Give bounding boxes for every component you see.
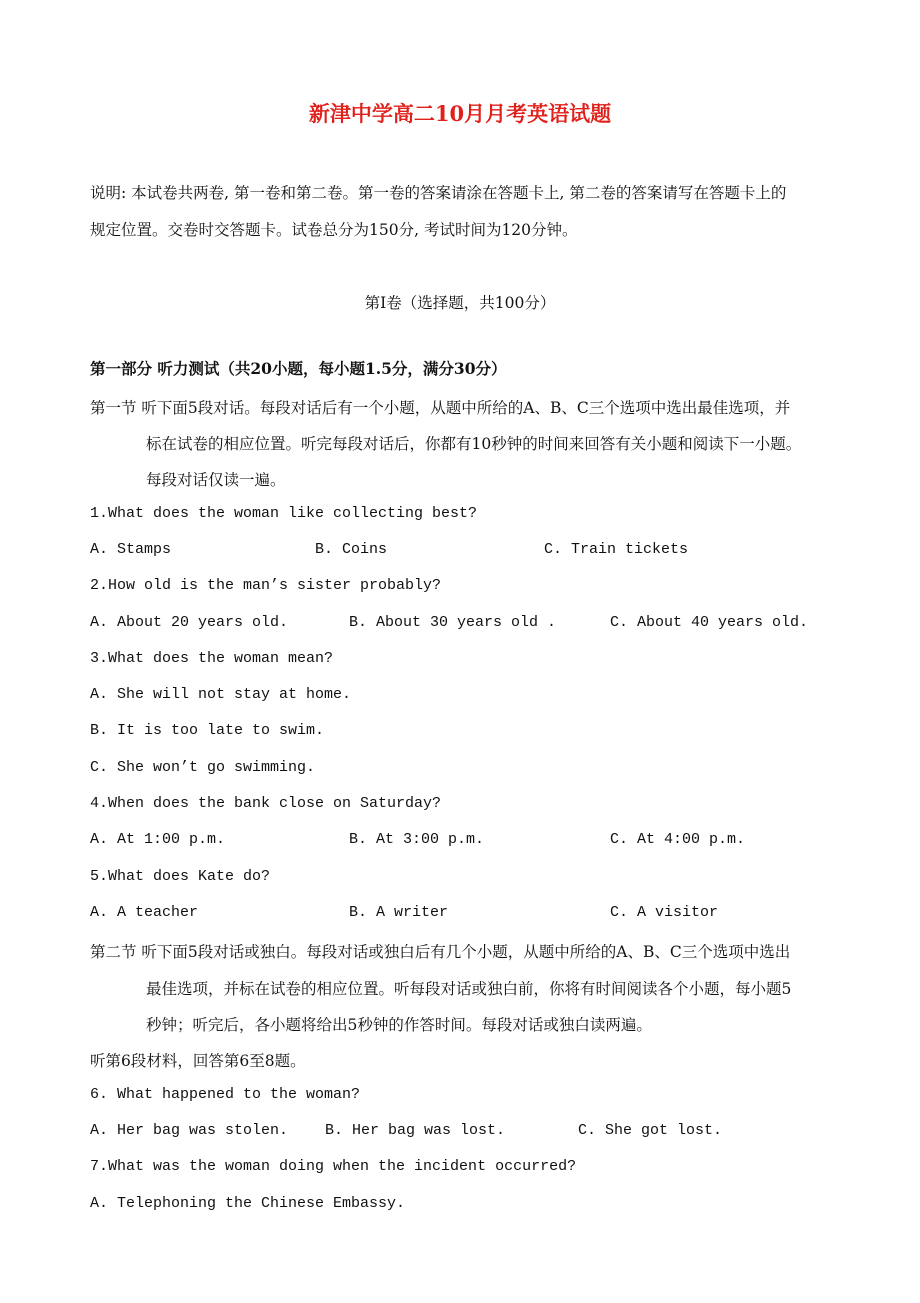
question-7-option-a: A. Telephoning the Chinese Embassy. [90, 1195, 406, 1212]
section1-line-1: 第一节 听下面5段对话。每段对话后有一个小题，从题中所给的A、B、C三个选项中选出最佳选项，并 [90, 399, 791, 417]
question-1-option-c: C. Train tickets [544, 541, 689, 558]
section2-line-3: 秒钟；听完后，各小题将给出5秒钟的作答时间。每段对话或独白读两遍。 [146, 1016, 652, 1034]
question-6-option-b: B. Her bag was lost. [325, 1122, 506, 1139]
question-1-stem: 1.What does the woman like collecting best? [90, 505, 478, 522]
instructions-line-1: 说明: 本试卷共两卷, 第一卷和第二卷。第一卷的答案请涂在答题卡上, 第二卷的答案请写在答题卡上的 [90, 184, 787, 202]
question-6-option-c: C. She got lost. [578, 1122, 723, 1139]
section1-line-2: 标在试卷的相应位置。听完每段对话后，你都有10秒钟的时间来回答有关小题和阅读下一小题。 [146, 435, 802, 453]
question-5-option-c: C. A visitor [610, 904, 719, 921]
question-4-stem: 4.When does the bank close on Saturday? [90, 795, 442, 812]
question-2-option-b: B. About 30 years old . [349, 614, 557, 631]
question-2-option-c: C. About 40 years old. [610, 614, 809, 631]
question-5-stem: 5.What does Kate do? [90, 868, 271, 885]
section2-line-1: 第二节 听下面5段对话或独白。每段对话或独白后有几个小题，从题中所给的A、B、C三个选项中选出 [90, 943, 791, 961]
question-3-stem: 3.What does the woman mean? [90, 650, 334, 667]
instructions-line-2: 规定位置。交卷时交答题卡。试卷总分为150分, 考试时间为120分钟。 [90, 221, 578, 239]
question-5-option-a: A. A teacher [90, 904, 199, 921]
question-2-stem: 2.How old is the man’s sister probably? [90, 577, 442, 594]
question-4-option-c: C. At 4:00 p.m. [610, 831, 746, 848]
exam-title: 新津中学高二10月月考英语试题 [308, 101, 612, 126]
question-7-stem: 7.What was the woman doing when the incident occurred? [90, 1158, 577, 1175]
volume-heading: 第I卷（选择题，共100分） [364, 294, 556, 312]
question-3-option-c: C. She won’t go swimming. [90, 759, 316, 776]
section1-line-3: 每段对话仅读一遍。 [146, 471, 286, 489]
question-4-option-a: A. At 1:00 p.m. [90, 831, 226, 848]
question-6-stem: 6. What happened to the woman? [90, 1086, 361, 1103]
question-1-option-a: A. Stamps [90, 541, 172, 558]
material-6-intro: 听第6段材料，回答第6至8题。 [90, 1052, 306, 1070]
question-1-option-b: B. Coins [315, 541, 388, 558]
question-3-option-b: B. It is too late to swim. [90, 722, 325, 739]
question-3-option-a: A. She will not stay at home. [90, 686, 352, 703]
question-2-option-a: A. About 20 years old. [90, 614, 289, 631]
question-5-option-b: B. A writer [349, 904, 449, 921]
question-4-option-b: B. At 3:00 p.m. [349, 831, 485, 848]
section2-line-2: 最佳选项，并标在试卷的相应位置。听每段对话或独白前，你将有时间阅读各个小题，每小题5 [146, 980, 792, 998]
question-6-option-a: A. Her bag was stolen. [90, 1122, 289, 1139]
part1-heading: 第一部分 听力测试（共20小题，每小题1.5分，满分30分） [90, 359, 507, 378]
